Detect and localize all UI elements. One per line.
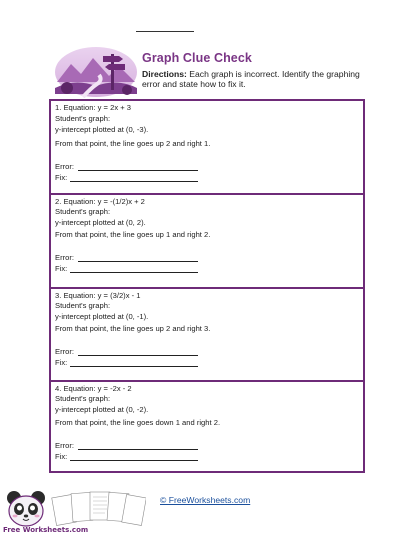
error-answer-line[interactable]: [78, 170, 198, 171]
name-line: [136, 31, 194, 32]
fix-answer-line[interactable]: [70, 366, 198, 367]
intercept-text: y-intercept plotted at (0, 2).: [55, 218, 146, 227]
worksheet-title: Graph Clue Check: [142, 51, 252, 65]
movement-text: From that point, the line goes up 2 and right 3.: [55, 324, 211, 333]
signpost-landscape-icon: [53, 42, 139, 98]
intercept-text: y-intercept plotted at (0, -3).: [55, 125, 149, 134]
fix-label: Fix:: [55, 173, 68, 182]
fix-answer-line[interactable]: [70, 460, 198, 461]
error-answer-line[interactable]: [78, 261, 198, 262]
student-graph-label: Student's graph:: [55, 394, 111, 403]
student-graph-label: Student's graph:: [55, 207, 111, 216]
error-label: Error:: [55, 162, 74, 171]
intercept-text: y-intercept plotted at (0, -2).: [55, 405, 149, 414]
error-label: Error:: [55, 441, 74, 450]
intercept-text: y-intercept plotted at (0, -1).: [55, 312, 149, 321]
movement-text: From that point, the line goes down 1 and right 2.: [55, 418, 221, 427]
movement-text: From that point, the line goes up 2 and right 1.: [55, 139, 211, 148]
fix-label: Fix:: [55, 452, 68, 461]
error-answer-line[interactable]: [78, 355, 198, 356]
copyright-link[interactable]: © FreeWorksheets.com: [160, 495, 251, 505]
problem-equation: 3. Equation: y = (3/2)x - 1: [55, 291, 141, 300]
fix-answer-line[interactable]: [70, 272, 198, 273]
error-answer-line[interactable]: [78, 449, 198, 450]
problem-equation: 4. Equation: y = -2x - 2: [55, 384, 132, 393]
problem-equation: 1. Equation: y = 2x + 3: [55, 103, 131, 112]
brand-wordmark: Free Worksheets.com: [3, 526, 89, 534]
error-label: Error:: [55, 347, 74, 356]
fix-answer-line[interactable]: [70, 181, 198, 182]
problem-4: [51, 382, 363, 471]
student-graph-label: Student's graph:: [55, 114, 111, 123]
directions-text: Each graph is incorrect. Identify the graphing error and state how to fix it.: [142, 69, 360, 90]
problem-box: [49, 99, 365, 473]
student-graph-label: Student's graph:: [55, 301, 111, 310]
fix-label: Fix:: [55, 264, 68, 273]
problem-2: [51, 195, 363, 289]
problem-equation: 2. Equation: y = -(1/2)x + 2: [55, 197, 145, 206]
error-label: Error:: [55, 253, 74, 262]
directions: [142, 69, 374, 90]
problem-1: [51, 101, 363, 195]
directions-label: Directions:: [142, 69, 187, 79]
problem-3: [51, 289, 363, 382]
fix-label: Fix:: [55, 358, 68, 367]
movement-text: From that point, the line goes up 1 and right 2.: [55, 230, 211, 239]
